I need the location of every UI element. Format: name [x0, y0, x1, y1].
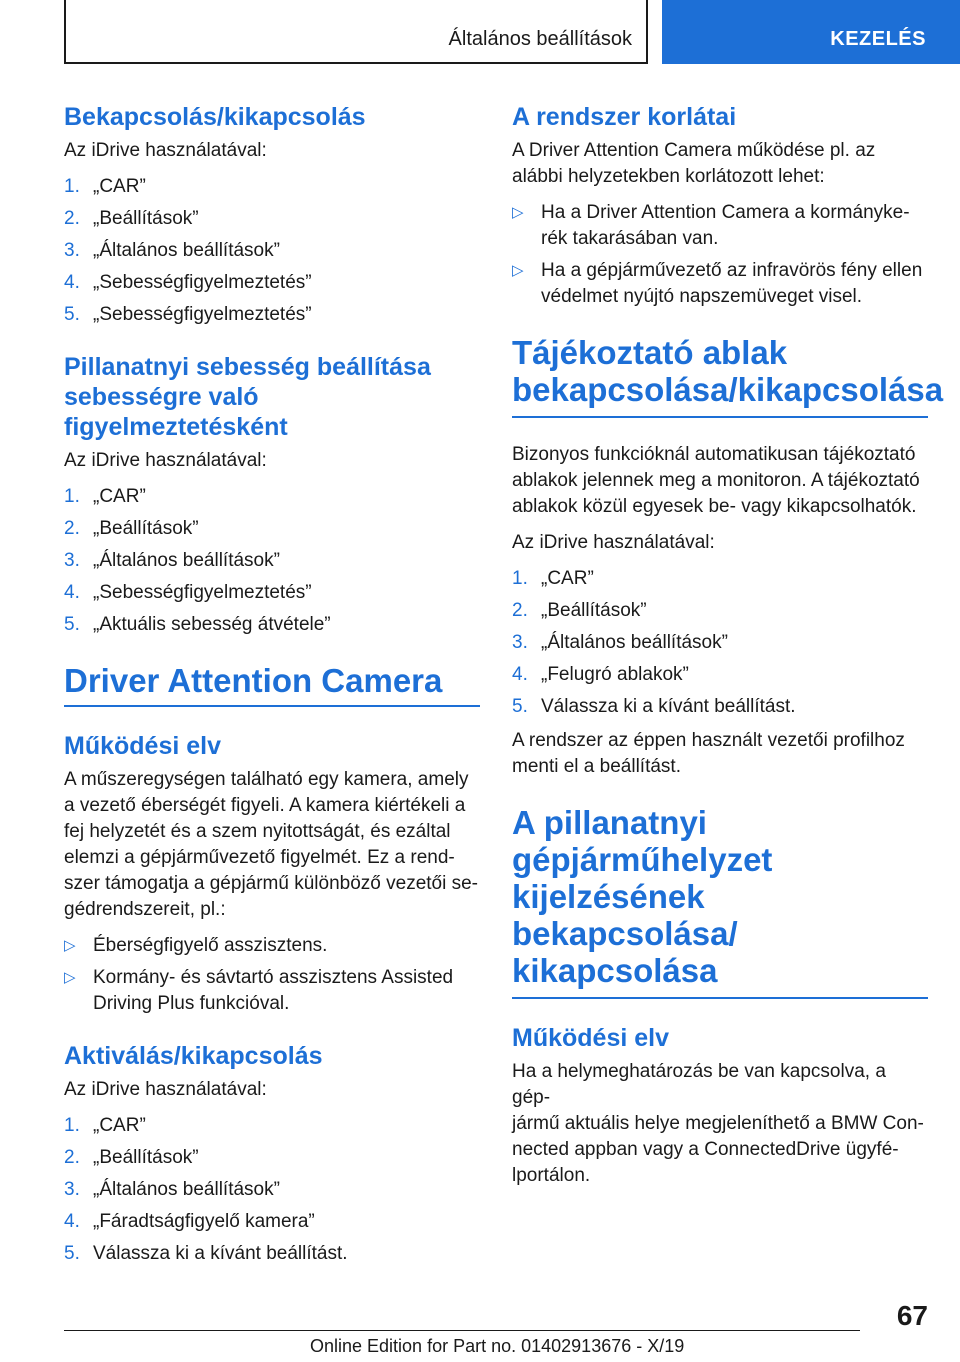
step-number: 5. [64, 304, 80, 325]
list-item: 2. „Beállítások” [64, 206, 480, 232]
list-item: 3. „Általános beállítások” [64, 238, 480, 264]
chapter-heading-driver-attention [64, 662, 480, 707]
section-title: Bekapcsolás/kikapcsolás [64, 103, 366, 131]
list-item: 1. „CAR” [64, 1113, 480, 1139]
section-title: Működési elv [512, 1024, 669, 1052]
intro-text: Az iDrive használatával: [512, 532, 715, 553]
triangle-bullet-icon: ▷ [64, 937, 76, 954]
header-chapter-tab: KEZELÉS [662, 0, 960, 64]
list-item: 5. Válassza ki a kívánt beállítást. [512, 694, 928, 720]
section-title: Pillanatnyi sebesség beállítása sebességre való figyelmeztetésként [64, 353, 431, 441]
step-list [64, 484, 480, 638]
step-number: 4. [64, 582, 80, 603]
chapter-title: Tájékoztató ablak bekapcsolása/kikapcsolása [512, 334, 944, 408]
body-text: Bizonyos funkcióknál automatikusan tájékoztató ablakok jelennek meg a monitoron. A tájékoztató ablakok közül egyesek be- vagy kikapcsolhatók. [512, 444, 920, 517]
list-item: 3. „Általános beállítások” [64, 1177, 480, 1203]
chapter-title: A pillanatnyi gépjárműhelyzet kijelzésének bekapcsolása/ kikapcsolása [512, 804, 773, 989]
chapter-title: Driver Attention Camera [64, 662, 443, 699]
step-number: 1. [64, 1115, 80, 1136]
step-number: 1. [64, 176, 80, 197]
section-speed-warning [64, 352, 480, 638]
section-title: A rendszer korlátai [512, 103, 737, 131]
header-section-box [64, 0, 648, 64]
step-number: 3. [64, 240, 80, 261]
list-item: 5. „Aktuális sebesség átvétele” [64, 612, 480, 638]
step-number: 5. [512, 696, 528, 717]
list-item: 1. „CAR” [64, 174, 480, 200]
step-number: 5. [64, 1243, 80, 1264]
page-number: 67 [896, 1300, 928, 1331]
step-number: 4. [512, 664, 528, 685]
body-text: A rendszer az éppen használt vezetői profilhoz menti el a beállítást. [512, 730, 905, 777]
bullet-list [64, 933, 480, 1017]
step-number: 4. [64, 1211, 80, 1232]
step-number: 3. [512, 632, 528, 653]
list-item: 4. „Sebességfigyelmeztetés” [64, 580, 480, 606]
triangle-bullet-icon: ▷ [64, 969, 76, 986]
list-item: 1. „CAR” [64, 484, 480, 510]
step-number: 2. [64, 208, 80, 229]
list-item: 2. „Beállítások” [64, 516, 480, 542]
step-list [64, 174, 480, 328]
step-number: 4. [64, 272, 80, 293]
list-item: 5. „Sebességfigyelmeztetés” [64, 302, 480, 328]
section-on-off [64, 102, 480, 328]
section-principle [64, 731, 480, 1017]
list-item: 3. „Általános beállítások” [64, 548, 480, 574]
triangle-bullet-icon: ▷ [512, 204, 524, 221]
body-text: A Driver Attention Camera működése pl. az alábbi helyzetekben korlátozott lehet: [512, 140, 876, 187]
step-number: 3. [64, 1179, 80, 1200]
header-section-title: Általános beállítások [448, 28, 632, 50]
section-info-window [512, 442, 928, 780]
list-item: 3. „Általános beállítások” [512, 630, 928, 656]
chapter-heading-vehicle-position [512, 804, 928, 999]
list-item: 4. „Felugró ablakok” [512, 662, 928, 688]
section-title: Működési elv [64, 732, 221, 760]
list-item: 4. „Fáradtságfigyelő kamera” [64, 1209, 480, 1235]
step-list [512, 566, 928, 720]
footer-edition: Online Edition for Part no. 01402913676 - X/19 [310, 1336, 685, 1356]
list-item: 2. „Beállítások” [512, 598, 928, 624]
section-title: Aktiválás/kikapcsolás [64, 1042, 323, 1070]
step-number: 1. [64, 486, 80, 507]
list-item: ▷ Ha a gépjárművezető az infravörös fény ellen védelmet nyújtó napszemüveget visel. [512, 260, 923, 307]
step-number: 2. [512, 600, 528, 621]
body-text: Ha a helymeghatározás be van kapcsolva, a gép- jármű aktuális helye megjeleníthető a BMW Con- nected appban vagy a ConnectedDrive ügyfé- lportálon. [512, 1061, 924, 1186]
list-item: 4. „Sebességfigyelmeztetés” [64, 270, 480, 296]
list-item: 5. Válassza ki a kívánt beállítást. [64, 1241, 480, 1267]
step-number: 1. [512, 568, 528, 589]
step-number: 2. [64, 1147, 80, 1168]
right-column [512, 102, 944, 1199]
step-number: 5. [64, 614, 80, 635]
section-activation [64, 1041, 480, 1267]
step-number: 2. [64, 518, 80, 539]
list-item: 2. „Beállítások” [64, 1145, 480, 1171]
section-principle-position [512, 1023, 928, 1189]
intro-text: Az iDrive használatával: [64, 140, 267, 161]
list-item: ▷ Kormány- és sávtartó asszisztens Assisted Driving Plus funkcióval. [64, 967, 454, 1014]
step-number: 3. [64, 550, 80, 571]
left-column [64, 102, 480, 1291]
list-item: ▷ Éberségfigyelő asszisztens. [64, 933, 480, 959]
step-list [64, 1113, 480, 1267]
body-text: A műszeregységen található egy kamera, amely a vezető éberségét figyeli. A kamera kiértékeli a fej helyzetét és a szem nyitottságát, és ezáltal elemzi a gépjárművezető figyelmét. Ez a rend- szer támogatja a gépjármű különböző vezetői se- gédrendszereit, pl.: [64, 769, 479, 920]
section-limits [512, 102, 928, 310]
list-item: 1. „CAR” [512, 566, 928, 592]
chapter-heading-info-window [512, 334, 944, 418]
intro-text: Az iDrive használatával: [64, 450, 267, 471]
triangle-bullet-icon: ▷ [512, 262, 524, 279]
intro-text: Az iDrive használatával: [64, 1079, 267, 1100]
list-item: ▷ Ha a Driver Attention Camera a kormányke- rék takarásában van. [512, 202, 910, 249]
bullet-list [512, 200, 928, 310]
footer-divider [64, 1330, 860, 1331]
